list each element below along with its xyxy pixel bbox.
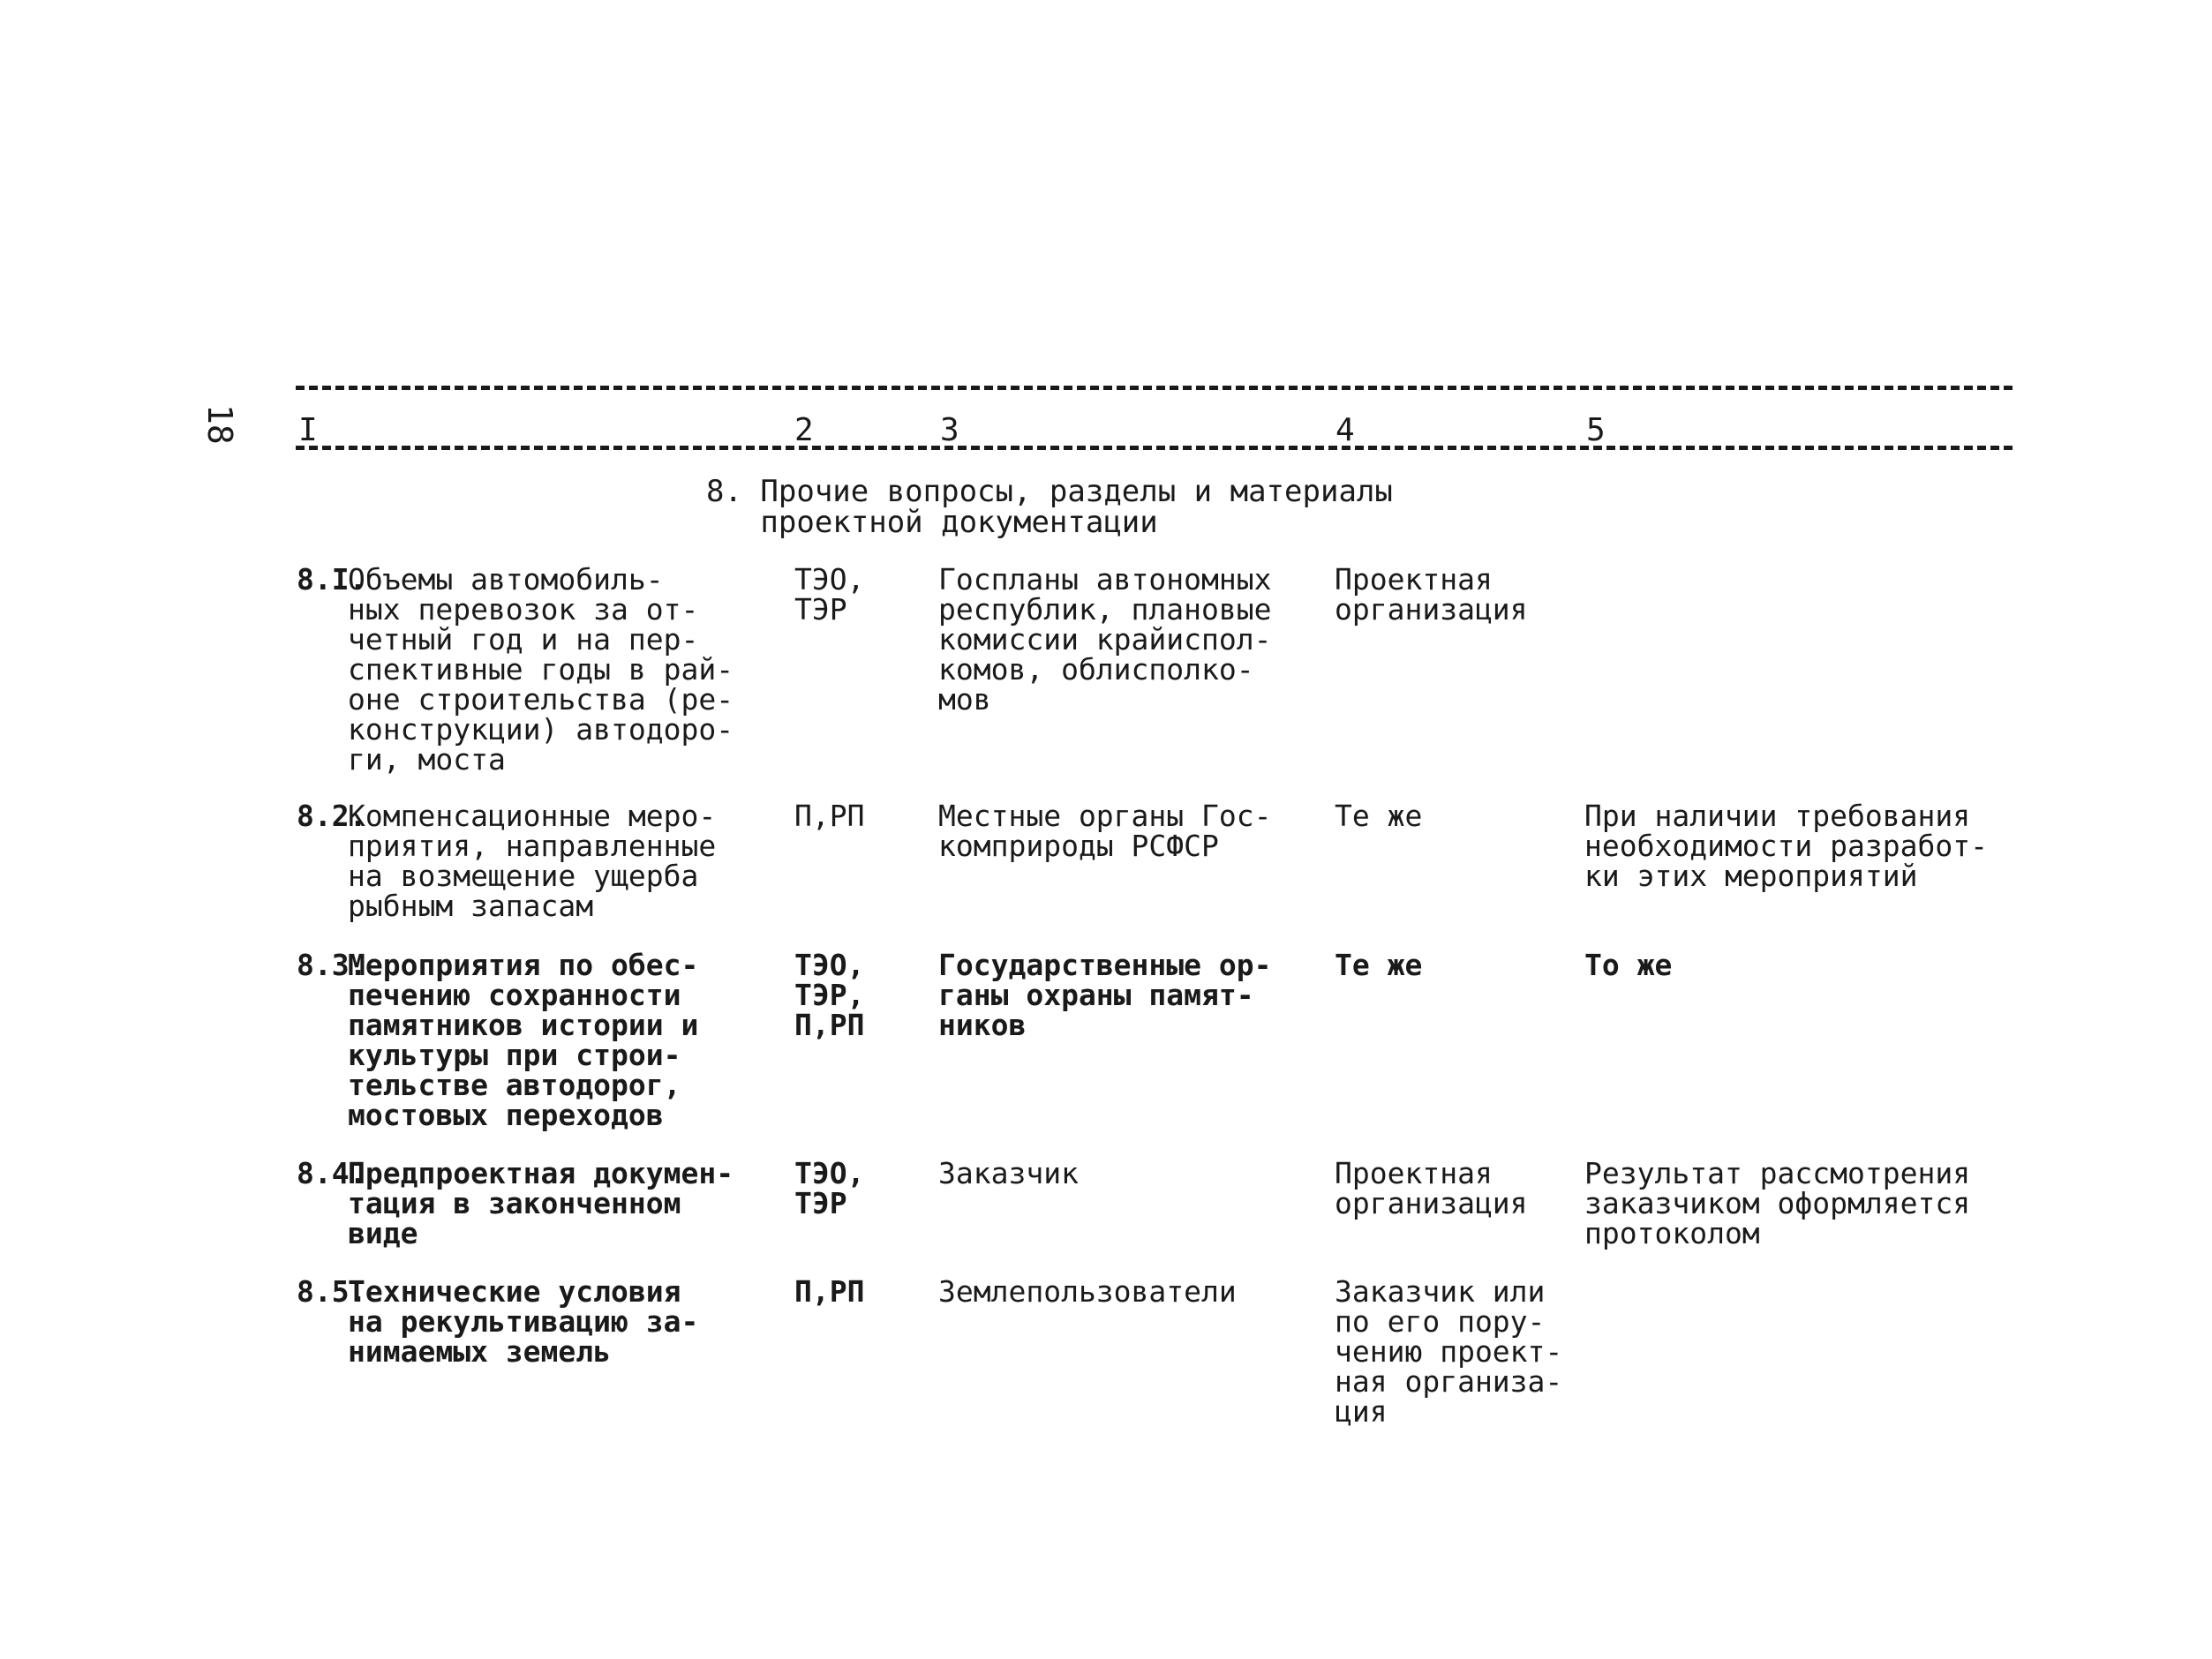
section-title: 8. Прочие вопросы, разделы и материалы проектной документации [706, 474, 1393, 540]
row-number: 8.3. [297, 948, 367, 982]
row-note: То же [1584, 948, 1673, 982]
table-header-bottom-rule [296, 446, 2013, 450]
row-stage: ТЭО, ТЭР [794, 1156, 865, 1220]
column-number-4: 4 [1335, 412, 1355, 448]
row-source: Госпланы автономных республик, плановые комиссии крайиспол- комов, облисполко- мов [938, 562, 1272, 717]
row-stage: П,РП [794, 1274, 865, 1309]
row-responsible: Те же [1335, 948, 1423, 982]
row-responsible: Проектная организация [1335, 562, 1528, 627]
table-header-top-rule [296, 386, 2013, 390]
row-responsible: Заказчик или по его пору- чению проект- ная организа- ция [1335, 1274, 1563, 1429]
row-source: Заказчик [938, 1156, 1079, 1190]
row-title: Объемы автомобиль- ных перевозок за от- четный год и на пер- спективные годы в рай- оне строительства (ре- конструкции) автодоро- ги, моста [348, 562, 734, 777]
row-number: 8.4. [297, 1156, 367, 1190]
row-note: Результат рассмотрения заказчиком оформляется протоколом [1584, 1156, 1971, 1250]
row-responsible: Те же [1335, 799, 1423, 833]
row-title: Технические условия на рекультивацию за- нимаемых земель [348, 1274, 699, 1369]
row-note: При наличии требования необходимости разработ- ки этих мероприятий [1584, 799, 1988, 893]
row-title: Предпроектная докумен- тация в законченном виде [348, 1156, 734, 1250]
column-number-5: 5 [1586, 412, 1606, 448]
row-stage: ТЭО, ТЭР [794, 562, 865, 627]
row-number: 8.2. [297, 799, 367, 833]
column-number-2: 2 [794, 412, 814, 448]
row-stage: ТЭО, ТЭР, П,РП [794, 948, 865, 1042]
page-number: 18 [200, 404, 239, 445]
column-number-1: I [298, 412, 318, 448]
row-source: Местные органы Гос- комприроды РСФСР [938, 799, 1272, 863]
row-title: Компенсационные меро- приятия, направленные на возмещение ущерба рыбным запасам [348, 799, 717, 923]
row-source: Государственные ор- ганы охраны памят- ников [938, 948, 1272, 1042]
row-number: 8.5. [297, 1274, 367, 1309]
row-stage: П,РП [794, 799, 865, 833]
column-number-3: 3 [940, 412, 959, 448]
row-responsible: Проектная организация [1335, 1156, 1528, 1220]
row-source: Землепользователи [938, 1274, 1237, 1309]
row-title: Мероприятия по обес- печению сохранности памятников истории и культуры при строи- тельстве автодорог, мостовых переходов [348, 948, 699, 1132]
row-number: 8.I. [297, 562, 367, 597]
